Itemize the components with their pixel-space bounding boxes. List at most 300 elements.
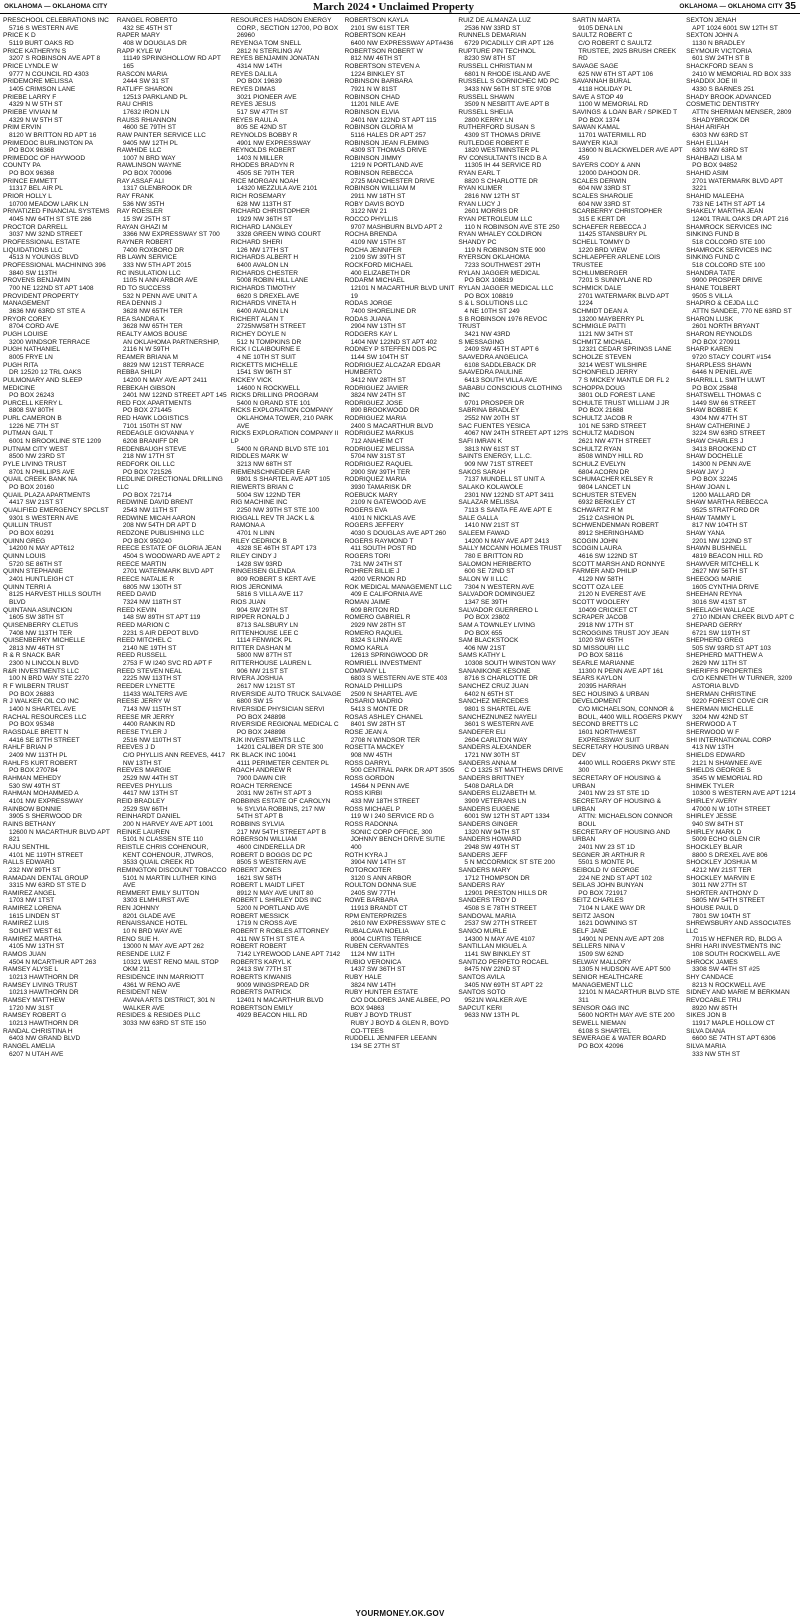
owner-address: KENT COHENOUR, JTWROS, 3533 QUAIL CREEK RD [122, 851, 214, 867]
owner-name: REYNOLDS ROBERT [230, 147, 296, 155]
owner-address: 3412 NW 28TH ST [350, 376, 406, 384]
owner-address: 4616 SW 122ND ST [578, 552, 638, 560]
owner-address: ATTN SANDEE, 770 NE 63RD ST [692, 307, 792, 315]
owner-name: ROMERO RAQUEL [344, 629, 403, 637]
owner-address: 6001 SW 12TH ST APT 1334 [464, 813, 550, 821]
owner-address: 119 W I 240 SERVICE RD G [350, 813, 435, 821]
owner-address: 1020 SW 65TH [578, 637, 624, 645]
owner-address: PO BOX 721714 [122, 491, 172, 499]
owner-address: PO BOX 42096 [578, 1042, 624, 1050]
owner-name: RONALD PHILLIPS [344, 683, 403, 691]
listing-entry [231, 430, 342, 453]
listing-entry [117, 974, 228, 989]
listing-entry [572, 193, 683, 208]
listing-entry [231, 913, 342, 928]
listing-entry [345, 415, 456, 430]
listing-entry [117, 254, 228, 269]
owner-address: 5800 NW 87TH ST [236, 652, 293, 660]
owner-name: RICKEY VICK [230, 376, 273, 384]
listing-entry [3, 538, 114, 553]
owner-address: 14300 N MAY AVE 4107 [464, 935, 536, 943]
owner-address: 4105 NW 13TH ST [9, 943, 65, 951]
listing-entry [231, 300, 342, 315]
listing-entry [572, 270, 683, 285]
owner-address: 7900 DAWN CIR [236, 774, 286, 782]
owner-name: SANCHEZNUNEZ NAYELI [458, 713, 537, 721]
owner-name: SHEEHAN REYNA [686, 591, 743, 599]
owner-address: 512 N TOMPKINS DR [236, 338, 302, 346]
owner-name: SANDERS EUGENE [458, 805, 520, 813]
owner-address: 1929 NW 36TH ST [236, 216, 293, 224]
owner-name: SHAW YANA [686, 529, 725, 537]
listing-entry [231, 553, 342, 568]
listing-entry [3, 652, 114, 667]
listing-entry [572, 614, 683, 629]
listing-entry [117, 132, 228, 147]
listing-entry [572, 545, 683, 560]
owner-address: 13600 N BLACKWELDER AVE APT 459 [578, 147, 683, 162]
owner-address: 1605 CYNTHIA DRIVE [692, 583, 759, 591]
owner-name: SHAW DOCHELLE [686, 453, 743, 461]
owner-address: 6805 NW 130TH ST [122, 583, 182, 591]
owner-address: 7142 LYREWOOD LANE APT 7142 [236, 951, 341, 959]
owner-address: 10700 MEADOW LARK LN [9, 200, 89, 208]
owner-address: 7201 S SUNNYLANE RD [578, 277, 653, 285]
owner-address: 8800 S DREXEL AVE 806 [692, 851, 768, 859]
owner-name: SANDERS RAY [458, 882, 505, 890]
owner-name: RALLS EDWARD [3, 859, 55, 867]
owner-name: ROBY DAVIS BOYD [344, 200, 405, 208]
listing-entry [458, 974, 569, 989]
owner-name: SAULTZ ROBERT C [572, 32, 633, 40]
listing-entry [3, 316, 114, 331]
owner-name: RODRIGUEZ MARKUS [344, 430, 414, 438]
owner-name: SECRETARY OF HOUSING & URBAN [572, 797, 662, 813]
owner-address: 10213 HAWTHORN DR [9, 974, 79, 982]
listing-entry [3, 1043, 114, 1058]
listing-entry [345, 362, 456, 385]
listing-entry [458, 63, 569, 78]
owner-address: 604 NW 33RD ST [578, 185, 631, 193]
owner-address: 1219 N PORTLAND AVE [350, 162, 424, 170]
owner-address: 5008 ROBIN HILL LANE [236, 277, 309, 285]
listing-entry [458, 78, 569, 93]
owner-address: 12401 TRAIL OAKS DR APT 216 [692, 216, 789, 224]
owner-address: 1100 W MEMORIAL RD [578, 101, 649, 109]
listing-entry [117, 48, 228, 71]
owner-address: 2509 N SHARTEL AVE [350, 690, 418, 698]
owner-address: 532 N PENN AVE UNIT A [122, 292, 198, 300]
listing-entry [117, 683, 228, 698]
owner-name: ROBERTS KARYL K [230, 958, 292, 966]
owner-address: 4400 WILL ROGERS PKWY STE 300 [578, 759, 676, 775]
listing-entry [231, 162, 342, 177]
owner-name: REMINGTON DISCOUNT TOBACCO [116, 866, 227, 874]
owner-name: SHAW MARTHA REBECCA [686, 499, 768, 507]
owner-address: 2701 WATERMARK BLVD APT 1224 [578, 292, 669, 308]
owner-name: PRICE K D [3, 32, 36, 40]
owner-address: 8713 SALSBURY LN [236, 621, 298, 629]
owner-name: RODRIQUEZ MARIA [344, 476, 407, 484]
listing-entry [3, 400, 114, 415]
owner-address: 3813 NW 61ST ST [464, 445, 520, 453]
listing-entry [3, 607, 114, 622]
owner-name: RAY FRANK [116, 193, 154, 201]
listing-entry [345, 660, 456, 683]
listing-entry [686, 331, 797, 346]
owner-name: SHAWVER MITCHELL K [686, 560, 760, 568]
listing-entry [345, 385, 456, 400]
owner-name: REDZONE PUBLISHING LLC [116, 529, 205, 537]
owner-address: 1403 N MILLER [236, 154, 284, 162]
owner-name: SANTOS AVILA [458, 974, 505, 982]
owner-address: 3122 NW 21 [350, 208, 387, 216]
owner-name: SHAHID ASIM [686, 170, 729, 178]
owner-name: ROBERTS PATRICK [230, 989, 292, 997]
owner-address: 1124 NW 11TH [350, 951, 395, 959]
owner-name: ROBERTSON KEAH [344, 32, 406, 40]
owner-name: RPM ENTERPRIZES [344, 912, 407, 920]
owner-name: SHEEGOG MARIE [686, 575, 742, 583]
listing-entry [117, 951, 228, 974]
owner-address: 1541 SW 96TH ST [236, 369, 292, 377]
owner-address: 6801 N RHODE ISLAND AVE [464, 70, 551, 78]
owner-name: REEVES MARGIE [116, 767, 172, 775]
owner-name: SAWAN KAMAL [572, 124, 620, 132]
owner-name: PUTMAN GAIL T [3, 430, 53, 438]
owner-address: 609 BRITON RD [350, 606, 400, 614]
owner-address: 3207 S ROBINSON AVE APT 8 [9, 55, 101, 63]
owner-address: 7233 SOUTHWEST 29TH [464, 262, 541, 269]
owner-name: PRIVATIZED FINANCIAL SYSTEMS [3, 208, 110, 216]
owner-address: 1224 BINKLEY ST [350, 70, 405, 78]
owner-address: 10213 HAWTHORN DR [9, 989, 79, 997]
owner-address: 1719 N CROSS AVE [236, 920, 297, 928]
owner-address: 628 NW 113TH ST [236, 200, 292, 208]
owner-name: ROBERT ROBERT [230, 943, 287, 951]
owner-name: RUBALCAVA NOELIA [344, 928, 409, 936]
owner-address: 1615 LINDEN ST [9, 912, 60, 920]
owner-address: 9633 NW 13TH PL [464, 1012, 520, 1020]
listing-entry [686, 875, 797, 890]
listing-entry [686, 48, 797, 63]
owner-name: REESE TYLER J [116, 729, 167, 737]
listing-entry [458, 928, 569, 943]
owner-name: SHAPIRO & CEJDA LLC [686, 300, 759, 308]
owner-name: REED RUSSELL [116, 652, 167, 660]
owner-address: 812 NW 46TH ST [350, 55, 403, 63]
owner-address: 11149 SPRINGHOLLOW RD APT 165 [122, 55, 221, 70]
owner-address: 12401 N MACARTHUR BLVD [236, 997, 324, 1004]
listing-entry [686, 706, 797, 721]
listing-entry [3, 492, 114, 507]
listing-entry [3, 905, 114, 920]
owner-name: REDWINE MICAH AARON [116, 514, 196, 522]
owner-name: SANDERS TROY D [458, 897, 517, 905]
listing-entry [345, 943, 456, 958]
owner-name: SCHMICK DALE [572, 284, 622, 292]
listing-entry [3, 78, 114, 93]
owner-address: 2109 N GATEWOOD AVE [350, 499, 426, 507]
listing-entry [458, 1005, 569, 1020]
owner-name: SHERWOOD A T [686, 721, 737, 729]
owner-address: 7400 ROXBORO DR [122, 246, 184, 254]
owner-name: SEXTON JENAH [686, 17, 737, 24]
owner-name: QUISENBERRY MICHELLE [3, 637, 85, 645]
listing-entry [458, 607, 569, 622]
listing-entry [117, 446, 228, 461]
owner-address: 6208 BRANIFF DR [122, 438, 179, 446]
owner-name: SAAVEDRA PAULINE [458, 369, 523, 377]
owner-name: RIPPER RONALD J [230, 614, 290, 622]
owner-name: SANDERS BRITTNEY [458, 774, 525, 782]
owner-name: SHADY BROOK ADVANCED COSMETIC DENTISTRY [686, 93, 772, 109]
owner-name: RODNEY P STEFFEN DDS PC [344, 346, 437, 354]
listing-entry [117, 920, 228, 935]
owner-name: ROBERT MESSICK [230, 912, 290, 920]
owner-address: 2911 NW 18TH ST [350, 193, 406, 201]
listing-entry [3, 94, 114, 109]
owner-address: 5400 N GRAND BLVD STE 101 [236, 445, 330, 453]
owner-address: 11201 NILE AVE [350, 101, 399, 109]
listing-entry [572, 1005, 683, 1020]
owner-address: 4 NE 10TH ST SUIT [236, 353, 296, 361]
listing-entry [572, 109, 683, 124]
listing-entry [117, 208, 228, 223]
owner-name: RAW PAINTER SERVICE LLC [116, 131, 206, 139]
owner-address: 12600 N MACARTHUR BLVD APT 821 [9, 828, 110, 844]
owner-address: 7304 N WESTERN AVE [464, 583, 535, 591]
owner-name: SHAW JOAN L [686, 484, 731, 492]
owner-name: RYAN PETROLEUM LLC [458, 216, 533, 224]
owner-address: 2529 NW 44TH ST [122, 774, 179, 782]
owner-name: RASCON MARIA [116, 70, 168, 78]
listing-entry [117, 147, 228, 162]
listing-entry [686, 798, 797, 813]
owner-name: SEITZ JASON [572, 912, 615, 920]
owner-name: SHAHBAZI LISA M [686, 154, 742, 162]
owner-name: SCOTT MARSH AND RONNYE FARMER AND PHILIP [572, 560, 665, 576]
listing-entry [572, 852, 683, 867]
owner-address: 101 NE 53RD STREET [578, 422, 647, 430]
owner-address: 500 CENTRAL PARK DR APT 3505 [350, 767, 455, 775]
owner-name: SALEEM FAWAD [458, 529, 510, 537]
owner-name: SHAH ARIFAH [686, 124, 730, 132]
owner-name: RICH ROSEMARY [230, 193, 286, 201]
owner-address: 400 ELIZABETH DR [350, 269, 411, 277]
owner-address: 11300 N PENN AVE APT 161 [578, 667, 664, 675]
listing-entry [572, 63, 683, 78]
listing-entry [345, 17, 456, 32]
listing-entry [458, 185, 569, 200]
listing-entry [572, 492, 683, 507]
owner-name: REYES DIMAS [230, 85, 276, 93]
owner-name: SANDOVAL MARIA [458, 912, 516, 920]
owner-address: 2101 SW 61ST TER [350, 24, 410, 32]
owner-address: 530 SW 49TH ST [9, 782, 61, 790]
owner-address: 2708 N WINDSOR TER [350, 736, 420, 744]
listing-entry [345, 400, 456, 415]
listing-entry [3, 224, 114, 239]
owner-name: ROBERTSON STEVEN A [344, 62, 420, 70]
owner-address: PO BOX 60291 [9, 529, 55, 537]
owner-name: SEILAS JOHN BUNYAN [572, 882, 644, 890]
owner-address: 5400 N GRAND STE 101 [236, 399, 311, 407]
owner-name: ROMAN JAIME [344, 598, 391, 606]
owner-address: AN OKLAHOMA PARTNERSHIP, 2116 N W 59TH [122, 338, 220, 354]
listing-entry [3, 415, 114, 430]
listing-entry [117, 117, 228, 132]
owner-address: 2604 CARLTON WAY [464, 736, 528, 744]
owner-name: RUTLEDGE ROBERT E [458, 139, 530, 147]
listing-entry [117, 829, 228, 844]
owner-name: RENO SUE H. [116, 935, 160, 943]
owner-address: 14200 N MAY APT612 [9, 545, 75, 553]
owner-name: SEIBOLD IV GEORGE [572, 866, 640, 874]
listing-entry [572, 224, 683, 239]
listing-entry [3, 622, 114, 637]
owner-address: PO BOX 19639 [236, 78, 282, 86]
owner-name: SANDEFER ELI [458, 729, 506, 737]
listing-entry [572, 254, 683, 269]
owner-address: 940 SW 84TH ST [692, 820, 744, 828]
owner-address: 12513 PARKLAND PL [122, 93, 188, 101]
owner-name: RILEY CEDRICK B [230, 537, 287, 545]
listing-entry [572, 461, 683, 476]
owner-address: 4505 SE 79TH TER [236, 170, 295, 178]
owner-address: 4600 SE 79TH ST [122, 124, 176, 132]
owner-name: SHI INTERNATIONAL CORP [686, 736, 772, 744]
owner-address: 4400 RANKIN RD [122, 721, 176, 729]
owner-name: SEGNER JR ARTHUR R [572, 851, 645, 859]
owner-address: PO BOX 248898 [236, 713, 286, 721]
owner-address: PO BOX 20160 [9, 484, 55, 492]
listing-entry [572, 744, 683, 775]
listing-entry [345, 538, 456, 553]
owner-name: ROBERTSON ROBERT W [344, 47, 423, 55]
listing-column-5 [458, 17, 569, 1602]
owner-name: RITTER DASHAN M [230, 644, 291, 652]
owner-name: SHAW BOBBIE K [686, 407, 738, 415]
owner-address: 15 SW 25TH ST [122, 216, 171, 224]
listing-entry [117, 162, 228, 177]
page-header [0, 0, 800, 14]
owner-address: 2601 MORRIS DR [464, 208, 519, 216]
owner-address: 3204 NW 42ND ST [692, 713, 749, 721]
owner-address: 1605 SW 38TH ST [9, 614, 64, 622]
owner-name: RODRIGUEZ MARIA [344, 415, 407, 423]
owner-name: SHARPLESS SHAWN [686, 361, 752, 369]
listing-entry [572, 691, 683, 722]
listing-entry [572, 1035, 683, 1050]
owner-name: RESENDE LUIZ F [116, 951, 171, 959]
owner-address: 8829 NW 121ST TERRACE [122, 361, 205, 369]
owner-address: PO BOX 270911 [692, 338, 741, 346]
owner-name: ROBERT L SHIRLEY DDS INC [230, 897, 322, 905]
owner-name: RAPP KYLE W [116, 47, 162, 55]
listing-entry [458, 339, 569, 354]
owner-name: ROBERT JONES [230, 866, 282, 874]
owner-address: 3545 W MEMORIAL RD [692, 774, 763, 782]
owner-address: APT 1024 6001 SW 12TH ST [692, 24, 778, 32]
listing-entry [3, 806, 114, 821]
owner-name: SHERMAN MICHELLE [686, 706, 754, 714]
owner-name: RV CONSULTANTS INCD B A [458, 154, 547, 162]
header-right-label: OKLAHOMA — OKLAHOMA CITY [679, 3, 783, 10]
listing-entry [3, 377, 114, 400]
listing-entry [686, 377, 797, 392]
listing-entry [3, 875, 114, 890]
owner-address: 5413 S MONTE DR [350, 706, 409, 714]
listing-entry [231, 117, 342, 132]
listing-entry [686, 247, 797, 270]
listing-entry [458, 140, 569, 155]
owner-address: 625 NW 6TH ST APT 106 [578, 70, 653, 78]
owner-name: ROBERSON WILLIAM [230, 836, 297, 844]
owner-name: SHAHID MALEEHA [686, 193, 744, 201]
owner-name: PRYOR COREY [3, 315, 52, 323]
listing-column-2 [117, 17, 228, 1602]
owner-address: 224 NE 2ND ST APT 102 [578, 874, 652, 882]
listing-entry [117, 415, 228, 430]
owner-name: SCHONFIELD JERRY [572, 369, 638, 377]
owner-address: 4329 N W 5TH ST [9, 101, 63, 109]
owner-address: 6207 N UTAH AVE [9, 1050, 64, 1058]
owner-name: ROULTON DONNA SUE [344, 882, 417, 890]
owner-address: 3824 NW 24TH ST [350, 392, 406, 400]
listing-entry [117, 86, 228, 101]
listing-entry [231, 821, 342, 836]
owner-name: PRINCE EMMETT [3, 177, 58, 185]
listing-entry [231, 660, 342, 675]
owner-address: 3213 NW 68TH ST [236, 461, 293, 469]
owner-name: RUBIO VERONICA [344, 958, 402, 966]
owner-address: 9521N WALKER AVE [464, 997, 528, 1004]
owner-address: 14320 MEZZULA AVE 2101 [236, 185, 318, 193]
owner-name: SHORTER ANTHONY D [686, 889, 758, 897]
owner-name: SCHULTE TRUST WILLIAM J JR [572, 399, 670, 407]
owner-address: 2120 N EVEREST AVE [578, 591, 646, 599]
owner-name: RUBEN CERVANTES [344, 943, 409, 951]
listing-entry [572, 323, 683, 338]
listing-entry [117, 530, 228, 545]
owner-name: ROGERS TORI [344, 552, 391, 560]
owner-name: SELF JANE [572, 928, 608, 936]
owner-address: 3824 NW 14TH [350, 981, 396, 989]
listing-entry [3, 890, 114, 905]
owner-name: PURL CAMERON B [3, 415, 62, 423]
listing-entry [117, 71, 228, 86]
owner-address: 4118 HOLIDAY PL [578, 85, 633, 93]
owner-address: 1305 N HUDSON AVE APT 500 [578, 966, 671, 974]
owner-address: 518 COLCORD STE 100 [692, 262, 765, 269]
owner-name: QUILLIN TRUST [3, 522, 52, 530]
listing-entry [686, 591, 797, 606]
owner-name: RHODES BRADYN R [230, 162, 295, 170]
owner-address: 7324 NW 118TH ST [122, 598, 182, 606]
owner-address: 8820 S CHARLOTTE DR [464, 177, 538, 185]
owner-address: 9105 DENA LN [578, 24, 623, 32]
owner-name: SHAKELY MARTHA JEAN [686, 208, 764, 216]
listing-entry [345, 913, 456, 928]
listing-entry [345, 553, 456, 568]
owner-address: 3120 S ANN ARBOR [350, 874, 412, 882]
owner-name: RIVERSIDE AUTO TRUCK SALVAGE [230, 690, 342, 698]
owner-name: RODAS JUANA [344, 315, 392, 323]
listing-entry [686, 974, 797, 989]
listing-entry [3, 920, 114, 935]
listing-entry [572, 17, 683, 32]
